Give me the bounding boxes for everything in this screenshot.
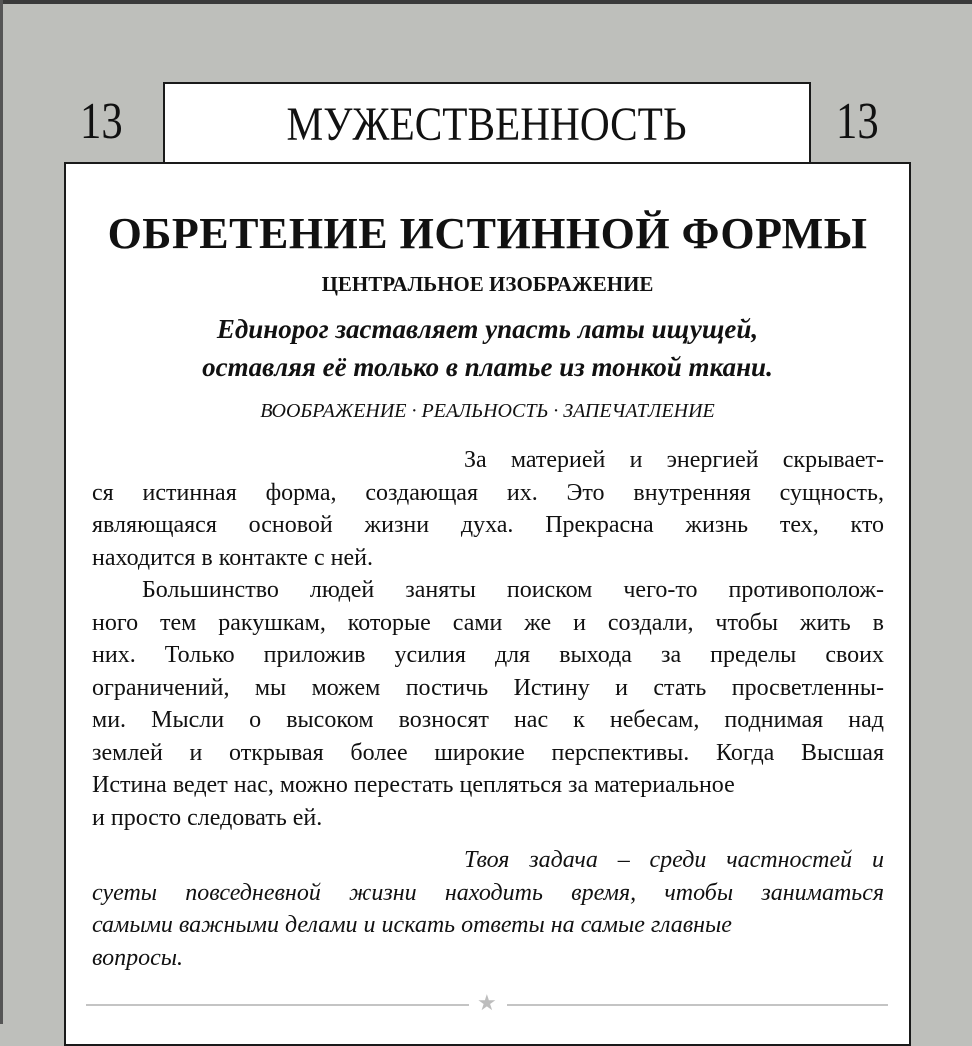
task-line: самыми важными делами и искать ответы на самые главные — [92, 912, 732, 938]
text-line: них. Только приложив усилия для выхода за пределы своих — [92, 642, 884, 668]
card-panel — [64, 162, 911, 1046]
task-line: суеты повседневной жизни находить время, чтобы заниматься — [92, 879, 884, 906]
task-line: Твоя задача – среди частностей и — [464, 847, 884, 873]
card-lead — [66, 310, 909, 386]
page-number-right: 13 — [836, 93, 879, 150]
text-line: являющаяся основой жизни духа. Прекрасна жизнь тех, кто — [92, 512, 884, 538]
task-line: вопросы. — [92, 944, 184, 971]
top-bar — [0, 0, 972, 4]
divider — [86, 990, 888, 1015]
text-line: Большинство людей заняты поиском чего-то противополож- — [142, 577, 884, 603]
card-keywords: ВООБРАЖЕНИЕ · РЕАЛЬНОСТЬ · ЗАПЕЧАТЛЕНИЕ — [260, 400, 715, 422]
text-line: ограничений, мы можем постичь Истину и стать просветленны- — [92, 674, 884, 701]
paragraph-2 — [92, 574, 884, 834]
text-line: землей и открывая более широкие перспективы. Когда Высшая — [92, 739, 884, 766]
card-body — [92, 444, 884, 834]
lead-line: Единорог заставляет упасть латы ищущей, — [216, 314, 759, 344]
card-subtitle: ЦЕНТРАЛЬНОЕ ИЗОБРАЖЕНИЕ — [321, 272, 654, 296]
chapter-title: МУЖЕСТВЕННОСТЬ — [286, 97, 688, 151]
text-line: За материей и энергией скрывает- — [464, 447, 884, 473]
text-line: находится в контакте с ней. — [92, 544, 373, 571]
page-number-left: 13 — [80, 93, 123, 150]
task-block — [92, 844, 884, 974]
text-line: ми. Мысли о высоком возносят нас к небесам, поднимая над — [92, 707, 884, 733]
card-title: ОБРЕТЕНИЕ ИСТИННОЙ ФОРМЫ — [107, 209, 868, 258]
text-line: ся истинная форма, создающая их. Это внутренняя сущность, — [92, 479, 884, 506]
paragraph-1 — [92, 444, 884, 574]
text-line: и просто следовать ей. — [92, 804, 323, 831]
chapter-title-box — [163, 82, 811, 164]
divider-line-left — [86, 1004, 469, 1006]
divider-line-right — [507, 1004, 888, 1006]
lead-line: оставляя её только в платье из тонкой ткани. — [202, 352, 773, 382]
text-line: Истина ведет нас, можно перестать цепляться за материальное — [92, 772, 735, 798]
star-icon: ★ — [477, 990, 497, 1015]
text-line: ного тем ракушкам, которые сами же и создали, чтобы жить в — [92, 609, 884, 636]
left-edge — [0, 0, 3, 1024]
